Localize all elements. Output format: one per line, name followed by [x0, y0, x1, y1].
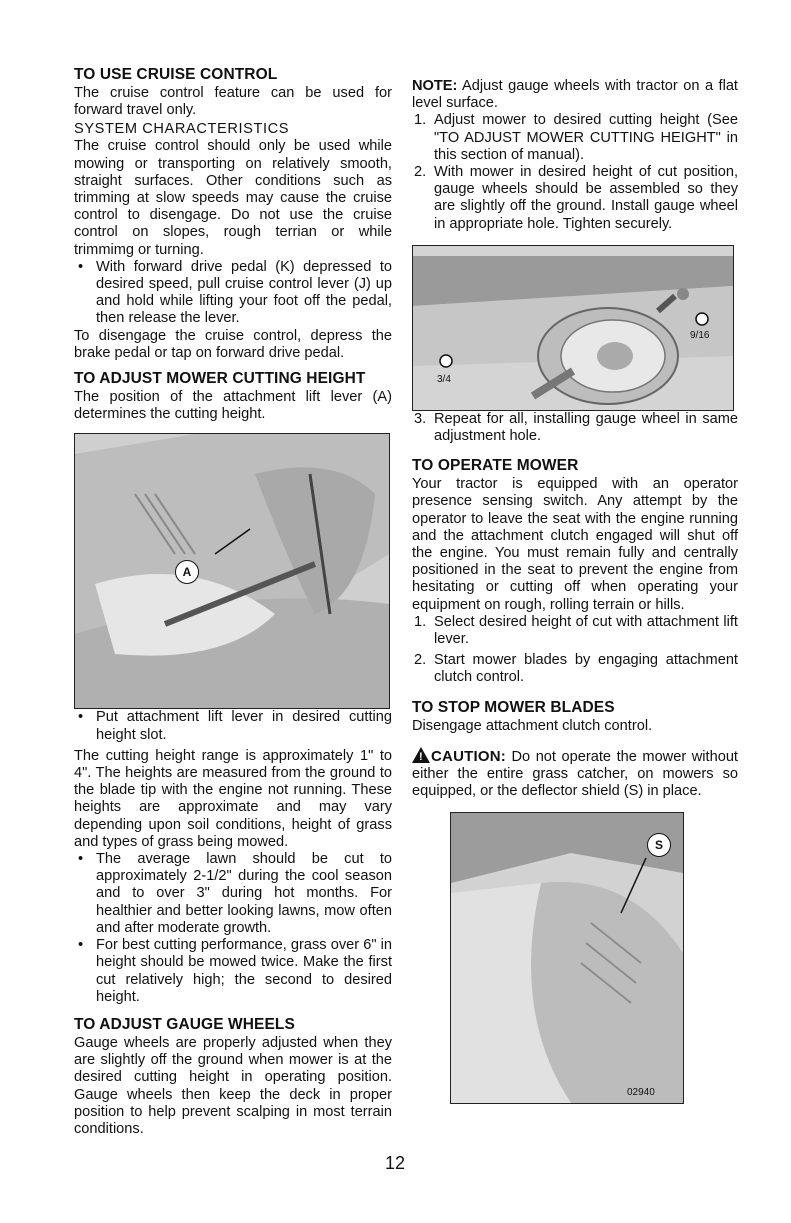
label-s-callout: S: [647, 833, 671, 857]
step-number: 3.: [414, 410, 427, 427]
caution-paragraph: [412, 747, 738, 801]
lawn-tips-bullets: [74, 851, 392, 1006]
deflector-shield-illustration: [451, 813, 683, 1103]
step-number: 2.: [414, 164, 427, 181]
operate-steps: [412, 614, 738, 687]
cruise-disengage-text: To disengage the cruise control, depress the brake pedal or tap on forward drive pedal.: [74, 327, 392, 361]
gauge-step-2: [412, 164, 738, 233]
cutting-height-bullets: [74, 709, 392, 743]
step-number: 2.: [414, 652, 427, 669]
size-label-9-16: 9/16: [690, 329, 710, 341]
lift-lever-illustration: [75, 434, 389, 708]
operate-mower-text: Your tractor is equipped with an operator presence sensing switch. Any attempt by the operator to leave the seat with the engine running and the attachment clutch engaged will shut off the engine. You must remain fully and centrally positioned in the seat to prevent the engine from hesitating or cutting off when operating your equipment on rough, rolling terrain or hills.: [412, 476, 738, 613]
gauge-wheels-heading: TO ADJUST GAUGE WHEELS: [74, 1015, 295, 1033]
gauge-wheel-figure: [412, 245, 734, 411]
cruise-intro: The cruise control feature can be used for forward travel only.: [74, 85, 392, 119]
note-paragraph: [412, 78, 738, 112]
step-number: 1.: [414, 112, 427, 129]
cruise-heading: TO USE CRUISE CONTROL: [74, 66, 278, 83]
page-number: 12: [385, 1153, 406, 1173]
size-label-3-4: 3/4: [437, 373, 451, 385]
cruise-bullets: [74, 259, 392, 328]
step-text: Repeat for all, installing gauge wheel in same adjustment hole.: [434, 410, 738, 445]
gauge-step-3-list: [412, 411, 738, 445]
stop-blades-heading: TO STOP MOWER BLADES: [412, 698, 615, 716]
lift-lever-figure: [74, 433, 390, 709]
label-a-callout: A: [175, 560, 199, 584]
system-characteristics-heading: SYSTEM CHARACTERISTICS: [74, 121, 290, 138]
step-text: Start mower blades by engaging attachment clutch control.: [434, 652, 738, 686]
cutting-height-heading: TO ADJUST MOWER CUTTING HEIGHT: [74, 370, 366, 388]
lawn-tip-bullet-2: • For best cutting performance, grass over 6" in height should be mowed twice. Make the first cut relatively high; the second to desired height.: [74, 937, 392, 1006]
step-text: Select desired height of cut with attachment lift lever.: [434, 613, 738, 648]
gauge-wheel-illustration: [413, 246, 733, 410]
cutting-height-range: The cutting height range is approximately 1" to 4". The heights are measured from the ground to the blade tip with the engine not running. These heights are approximate and may vary depending upon soil conditions, height of grass and types of grass being mowed.: [74, 747, 392, 850]
step-text: Adjust mower to desired cutting height (See "TO ADJUST MOWER CUTTING HEIGHT" in this section of manual).: [434, 112, 738, 163]
figure-code: 02940: [627, 1087, 655, 1099]
gauge-step-1: [412, 112, 738, 164]
caution-label: CAUTION:: [431, 747, 506, 765]
operate-mower-heading: TO OPERATE MOWER: [412, 457, 579, 475]
cruise-bullet: • With forward drive pedal (K) depressed to desired speed, pull cruise control lever (J) up and hold while lifting your foot off the pedal, then release the lever.: [74, 259, 392, 328]
step-text: With mower in desired height of cut position, gauge wheels should be assembled so they are slightly off the ground. Install gauge wheel in appropriate hole. Tighten securely.: [434, 164, 738, 232]
operate-step-1: [412, 614, 738, 648]
gauge-wheels-text: Gauge wheels are properly adjusted when they are slightly off the ground when mower is at the desired cutting height in operating position. Gauge wheels then keep the deck in proper position to help prevent scalping in most terrain conditions.: [74, 1034, 392, 1137]
operate-step-2: [412, 652, 738, 686]
right-column: [412, 78, 738, 1104]
note-label: NOTE:: [412, 78, 458, 94]
left-column: [74, 66, 392, 1138]
system-characteristics-text: The cruise control should only be used while mowing or transporting on relatively smooth, straight surfaces. Other conditions such as trimming at slow speeds may cause the cruise control to disengage. Do not use the cruise control on slopes, rough terrian or while trimmimg or turning.: [74, 138, 392, 258]
caution-text: Do not operate the mower without either the entire grass catcher, on mowers so equipped, or the deflector shield (S) in place.: [412, 748, 738, 800]
gauge-steps: [412, 112, 738, 232]
lawn-tip-bullet-1: • The average lawn should be cut to approximately 2-1/2" during the cool season and to over 3" during hot months. For healthier and better looking lawns, mow often and after moderate growth.: [74, 851, 392, 937]
cutting-height-bullet-1: • Put attachment lift lever in desired cutting height slot.: [74, 709, 392, 743]
cutting-height-intro: The position of the attachment lift lever (A) determines the cutting height.: [74, 389, 392, 423]
deflector-shield-figure: [450, 812, 684, 1104]
step-number: 1.: [414, 613, 427, 630]
stop-blades-text: Disengage attachment clutch control.: [412, 717, 653, 734]
note-text: Adjust gauge wheels with tractor on a flat level surface.: [412, 78, 738, 112]
gauge-step-3: [412, 411, 738, 445]
warning-icon: [412, 747, 430, 763]
